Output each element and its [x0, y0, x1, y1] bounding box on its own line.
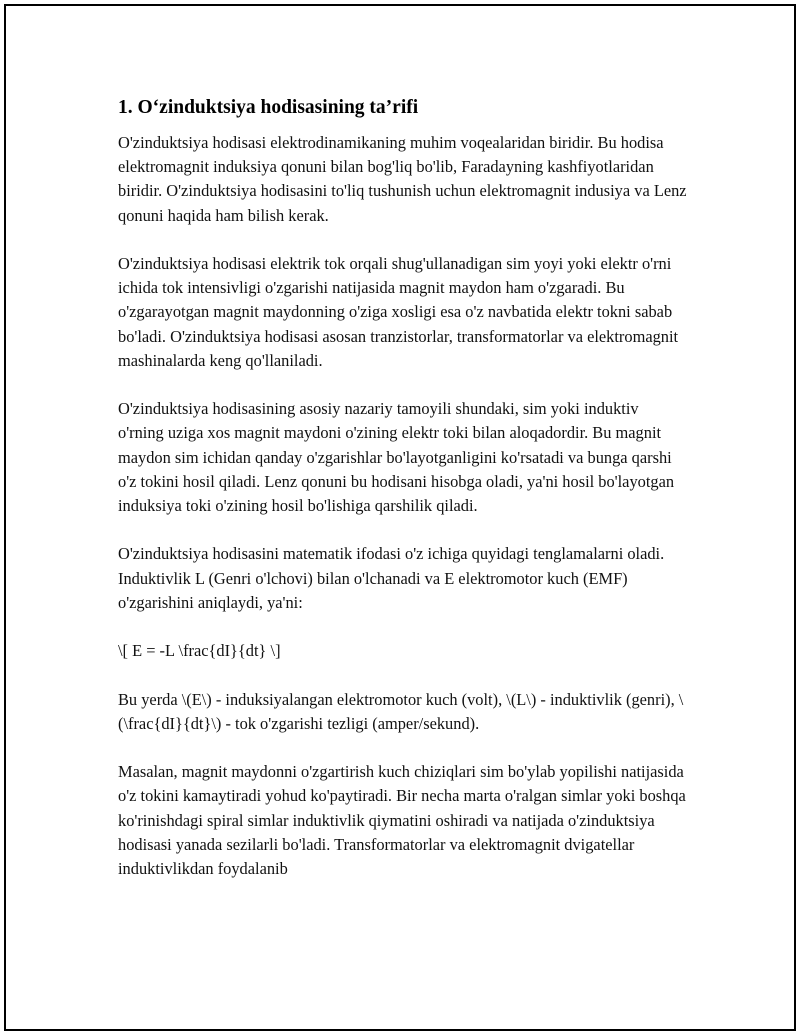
paragraph-variables: Bu yerda \(E\) - induksiyalangan elektromotor kuch (volt), \(L\) - induktivlik (genri), \(\frac{dI}{dt}\) - tok o'zgarishi tezligi (amper/sekund). [118, 689, 684, 733]
paragraph-theory: O'zinduktsiya hodisasining asosiy nazariy tamoyili shundaki, sim yoki induktiv o'rning uziga xos magnit maydoni o'zining elektr toki bilan aloqadordir. Bu magnit maydon sim ichidan qanday o'zgarishlar bo'layotganligini ko'rsatadi va bunga qarshi o'z tokini hosil qiladi. Lenz qonuni bu hodisani hisobga oladi, ya'ni hosil bo'layotgan induksiya toki o'zining hosil bo'lishiga qarshilik qiladi. [118, 399, 675, 516]
paragraph-intro: O'zinduktsiya hodisasi elektrodinamikaning muhim voqealaridan biridir. Bu hodisa elektromagnit induksiya qonuni bilan bog'liq bo'lib, Faradayning kashfiyotlaridan biridir. O'zinduktsiya hodisasini to'liq tushunish uchun elektromagnit indusiya va Lenz qonuni haqida ham bilish kerak. [118, 133, 687, 225]
section-heading: 1. O‘zinduktsiya hodisasining ta’rifi [118, 97, 419, 118]
document-body [118, 96, 688, 905]
paragraph-math-intro: O'zinduktsiya hodisasini matematik ifodasi o'z ichiga quyidagi tenglamalarni oladi. Induktivlik L (Genri o'lchovi) bilan o'lchanadi va E elektromotor kuch (EMF) o'zgarishini aniqlaydi, ya'ni: [118, 544, 665, 612]
formula-line: \[ E = -L \frac{dI}{dt} \] [118, 641, 281, 661]
paragraph-example: Masalan, magnit maydonni o'zgartirish kuch chiziqlari sim bo'ylab yopilishi natijasida o'z tokini kamaytiradi yohud ko'paytiradi. Bir necha marta o'ralgan simlar yoki boshqa ko'rinishdagi spiral simlar induktivlik qiymatini oshiradi va natijada o'zinduktsiya hodisasi yanada sezilarli bo'ladi. Transformatorlar va elektromagnit dvigatellar induktivlikdan foydalanib [118, 762, 686, 878]
paragraph-mechanism: O'zinduktsiya hodisasi elektrik tok orqali shug'ullanadigan sim yoyi yoki elektr o'rni ichida tok intensivligi o'zgarishi natijasida magnit maydon ham o'zgaradi. Bu o'zgarayotgan magnit maydonning o'ziga xosligi esa o'z navbatida elektr tokni sabab bo'ladi. O'zinduktsiya hodisasi asosan tranzistorlar, transformatorlar va elektromagnit mashinalarda keng qo'llaniladi. [118, 254, 679, 370]
